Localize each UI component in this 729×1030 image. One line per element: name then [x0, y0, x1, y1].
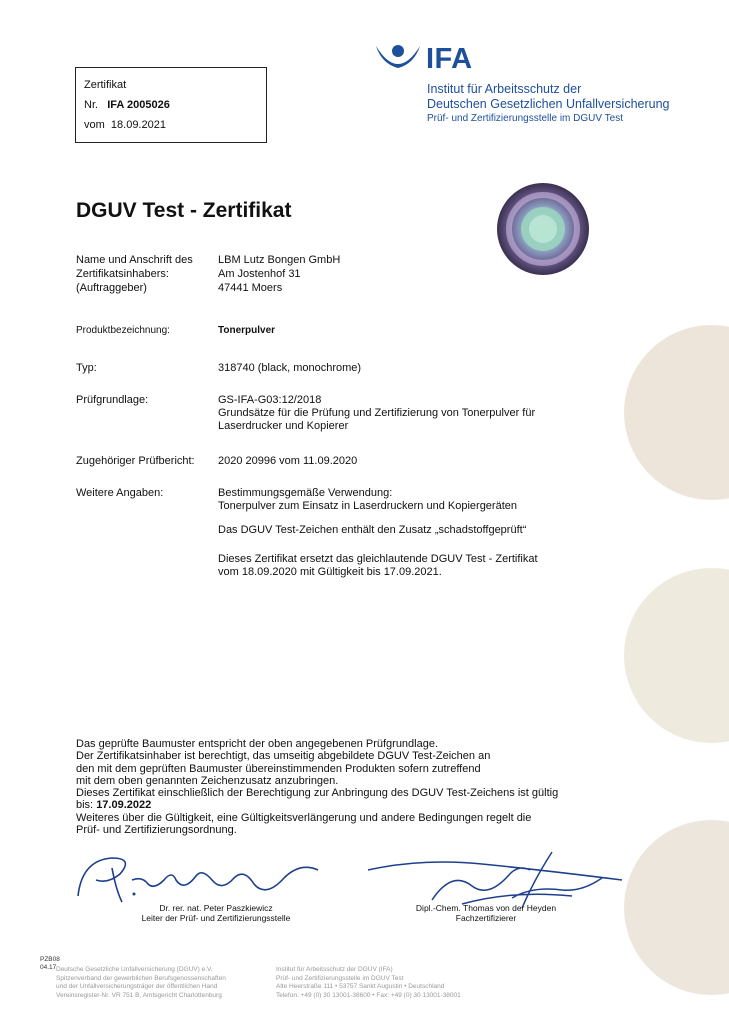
footer-dguv-info: Deutsche Gesetzliche Unfallversicherung (DGUV) e.V. Spitzenverband der gewerblichen Berufsgenossenschaften und der Unfallversicherungsträger der öffentlichen Hand Vereinsregister-Nr. VR 751 B, Amtsgericht Charlottenburg	[56, 966, 226, 999]
test-basis-label: Prüfgrundlage:	[76, 394, 149, 406]
page-title: DGUV Test - Zertifikat	[76, 199, 292, 222]
institute-subtitle: Prüf- und Zertifizierungsstelle im DGUV Test	[427, 113, 623, 124]
holder-address: LBM Lutz Bongen GmbH Am Jostenhof 31 47441 Moers	[218, 254, 341, 294]
certificate-number: Nr. IFA 2005026	[84, 99, 170, 111]
ifa-logo-text: IFA	[426, 43, 473, 75]
institute-name-line1: Institut für Arbeitsschutz der	[427, 82, 582, 96]
ifa-logo-icon	[374, 42, 422, 78]
certificate-info-box	[75, 67, 267, 143]
validity-paragraph: Das geprüfte Baumuster entspricht der oben angegebenen Prüfgrundlage. Der Zertifikatsinhaber ist berechtigt, das umseitig abgebildete DGUV Test-Zeichen an den mit dem geprüften Baumuster übereinstimmenden Produkten sofern zutreffend mit dem oben genannten Zeichenzusatz anzubringen. Dieses Zertifikat einschließlich der Berechtigung zur Anbringung des DGUV Test-Zeichens ist gültig bis: 17.09.2022 Weiteres über die Gültigkeit, eine Gültigkeitsverlängerung und andere Bedingungen regelt die Prüf- und Zertifizierungsordnung.	[76, 738, 559, 837]
holder-label: Name und Anschrift des Zertifikatsinhabers: (Auftraggeber)	[76, 254, 193, 294]
left-signature-icon	[72, 850, 342, 910]
further-info-label: Weitere Angaben:	[76, 487, 164, 499]
product-label: Produktbezeichnung:	[76, 325, 170, 336]
replacement-note: Dieses Zertifikat ersetzt das gleichlautende DGUV Test - Zertifikat vom 18.09.2020 mit Gültigkeit bis 17.09.2021.	[218, 553, 538, 578]
left-signatory: Dr. rer. nat. Peter Paszkiewicz Leiter der Prüf- und Zertifizierungsstelle	[141, 903, 291, 923]
footer-ifa-info: Institut für Arbeitsschutz der DGUV (IFA) Prüf- und Zertifizierungsstelle im DGUV Test Alte Heerstraße 111 • 53757 Sankt Augustin • Deutschland Telefon: +49 (0) 30 13001-38600 • Fax: +49 (0) 30 13001-38001	[276, 966, 461, 999]
form-code: PZB08 04.17	[40, 956, 60, 971]
test-report-label: Zugehöriger Prüfbericht:	[76, 455, 195, 467]
certificate-date: vom 18.09.2021	[84, 119, 166, 131]
test-mark-note: Das DGUV Test-Zeichen enthält den Zusatz „schadstoffgeprüft“	[218, 524, 527, 536]
product-value: Tonerpulver	[218, 325, 276, 336]
type-label: Typ:	[76, 362, 97, 374]
institute-name-line2: Deutschen Gesetzlichen Unfallversicherung	[427, 97, 670, 111]
certificate-label: Zertifikat	[84, 79, 127, 91]
valid-until: bis: 17.09.2022	[76, 799, 152, 812]
right-signatory: Dipl.-Chem. Thomas von der Heyden Fachzertifizierer	[415, 903, 557, 923]
decor-circle	[624, 568, 729, 743]
decor-circle	[624, 325, 729, 500]
test-basis-value: GS-IFA-G03:12/2018 Grundsätze für die Prüfung und Zertifizierung von Tonerpulver für Laserdrucker und Kopierer	[218, 394, 536, 432]
test-report-value: 2020 20996 vom 11.09.2020	[218, 455, 358, 467]
hologram-seal-icon	[496, 182, 590, 276]
type-value: 318740 (black, monochrome)	[218, 362, 362, 374]
intended-use: Bestimmungsgemäße Verwendung: Tonerpulver zum Einsatz in Laserdruckern und Kopiergeräten	[218, 487, 517, 512]
